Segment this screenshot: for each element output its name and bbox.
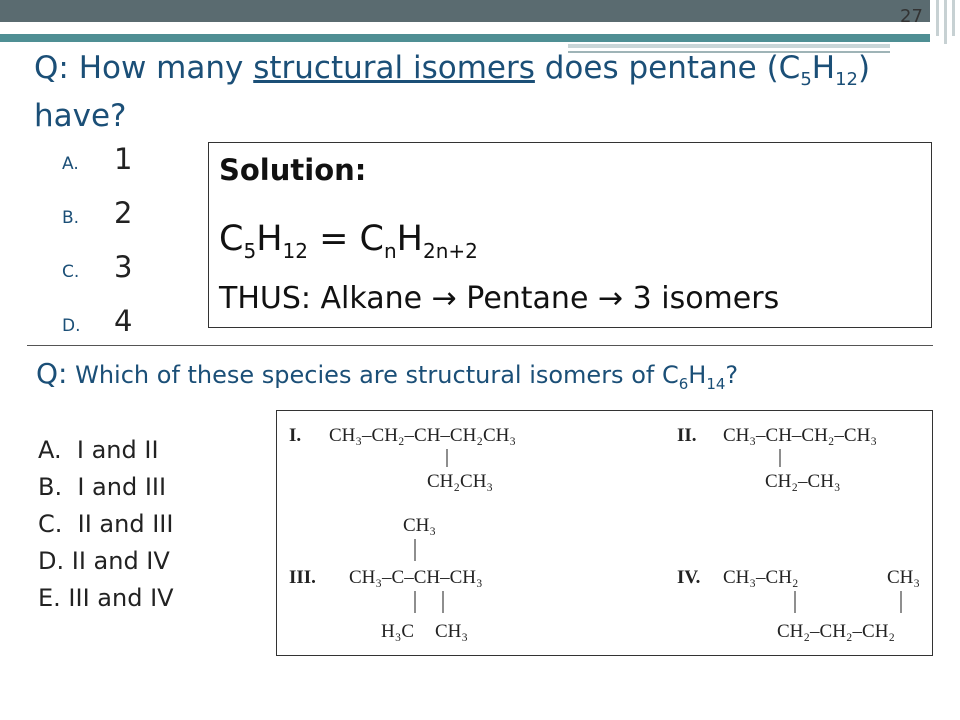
option-d[interactable]: D. II and IV (38, 547, 170, 575)
structure-ii-chain: CH₃–CH–CH₂–CH₃ (723, 425, 877, 446)
structure-iii-chain: CH₃–C–CH–CH₃ (349, 567, 483, 588)
structure-ii-branch: CH₂–CH₃ (765, 471, 841, 492)
corner-line (936, 0, 939, 36)
header-accent-bar (0, 34, 930, 42)
structure-iii-label: III. (289, 567, 316, 588)
option-e[interactable]: E. III and IV (38, 584, 174, 612)
option-c[interactable]: C. II and III (38, 510, 174, 538)
option-b[interactable]: B. I and III (38, 473, 167, 501)
corner-line (952, 0, 955, 36)
structure-i-branch: CH₂CH₃ (427, 471, 494, 492)
structure-iv-left: CH₃–CH₂ (723, 567, 799, 588)
solution-box (208, 142, 932, 328)
solution-formula: $C_5H_{12} = C_nH_{2n+2}$ (219, 219, 478, 263)
structure-iv-right: CH₃ (887, 567, 921, 588)
option-a[interactable]: A. 1 (62, 142, 133, 176)
divider (27, 345, 933, 346)
structure-i-chain: CH₃–CH₂–CH–CH₂CH₃ (329, 425, 516, 446)
corner-line (944, 0, 947, 44)
solution-conclusion: THUS: Alkane → Pentane → 3 isomers (219, 281, 780, 316)
structures-diagram (277, 411, 932, 655)
option-c[interactable]: C. 3 (62, 250, 133, 284)
structures-figure (276, 410, 933, 656)
structure-iii-top: CH₃ (403, 515, 437, 536)
structure-i-label: I. (289, 425, 302, 446)
solution-title: Solution: (219, 153, 367, 187)
question-2: Q: Which of these species are structural isomers of $C_6H_{14}$? (36, 357, 739, 393)
question-1: Q: How many structural isomers does pentane $(C_5H_{12})$ have? (34, 50, 871, 135)
slide-number: 27 (900, 6, 923, 27)
option-a[interactable]: A. I and II (38, 436, 159, 464)
header-rule-light (568, 44, 890, 48)
header-bar (0, 0, 930, 22)
structure-iv-label: IV. (677, 567, 701, 588)
structure-iv-bottom: CH₂–CH₂–CH₂ (777, 621, 896, 642)
structure-iii-bottom-left: H₃C (381, 621, 415, 642)
structure-ii-label: II. (677, 425, 697, 446)
structure-iii-bottom-right: CH₃ (435, 621, 469, 642)
option-d[interactable]: D. 4 (62, 304, 133, 338)
option-b[interactable]: B. 2 (62, 196, 133, 230)
